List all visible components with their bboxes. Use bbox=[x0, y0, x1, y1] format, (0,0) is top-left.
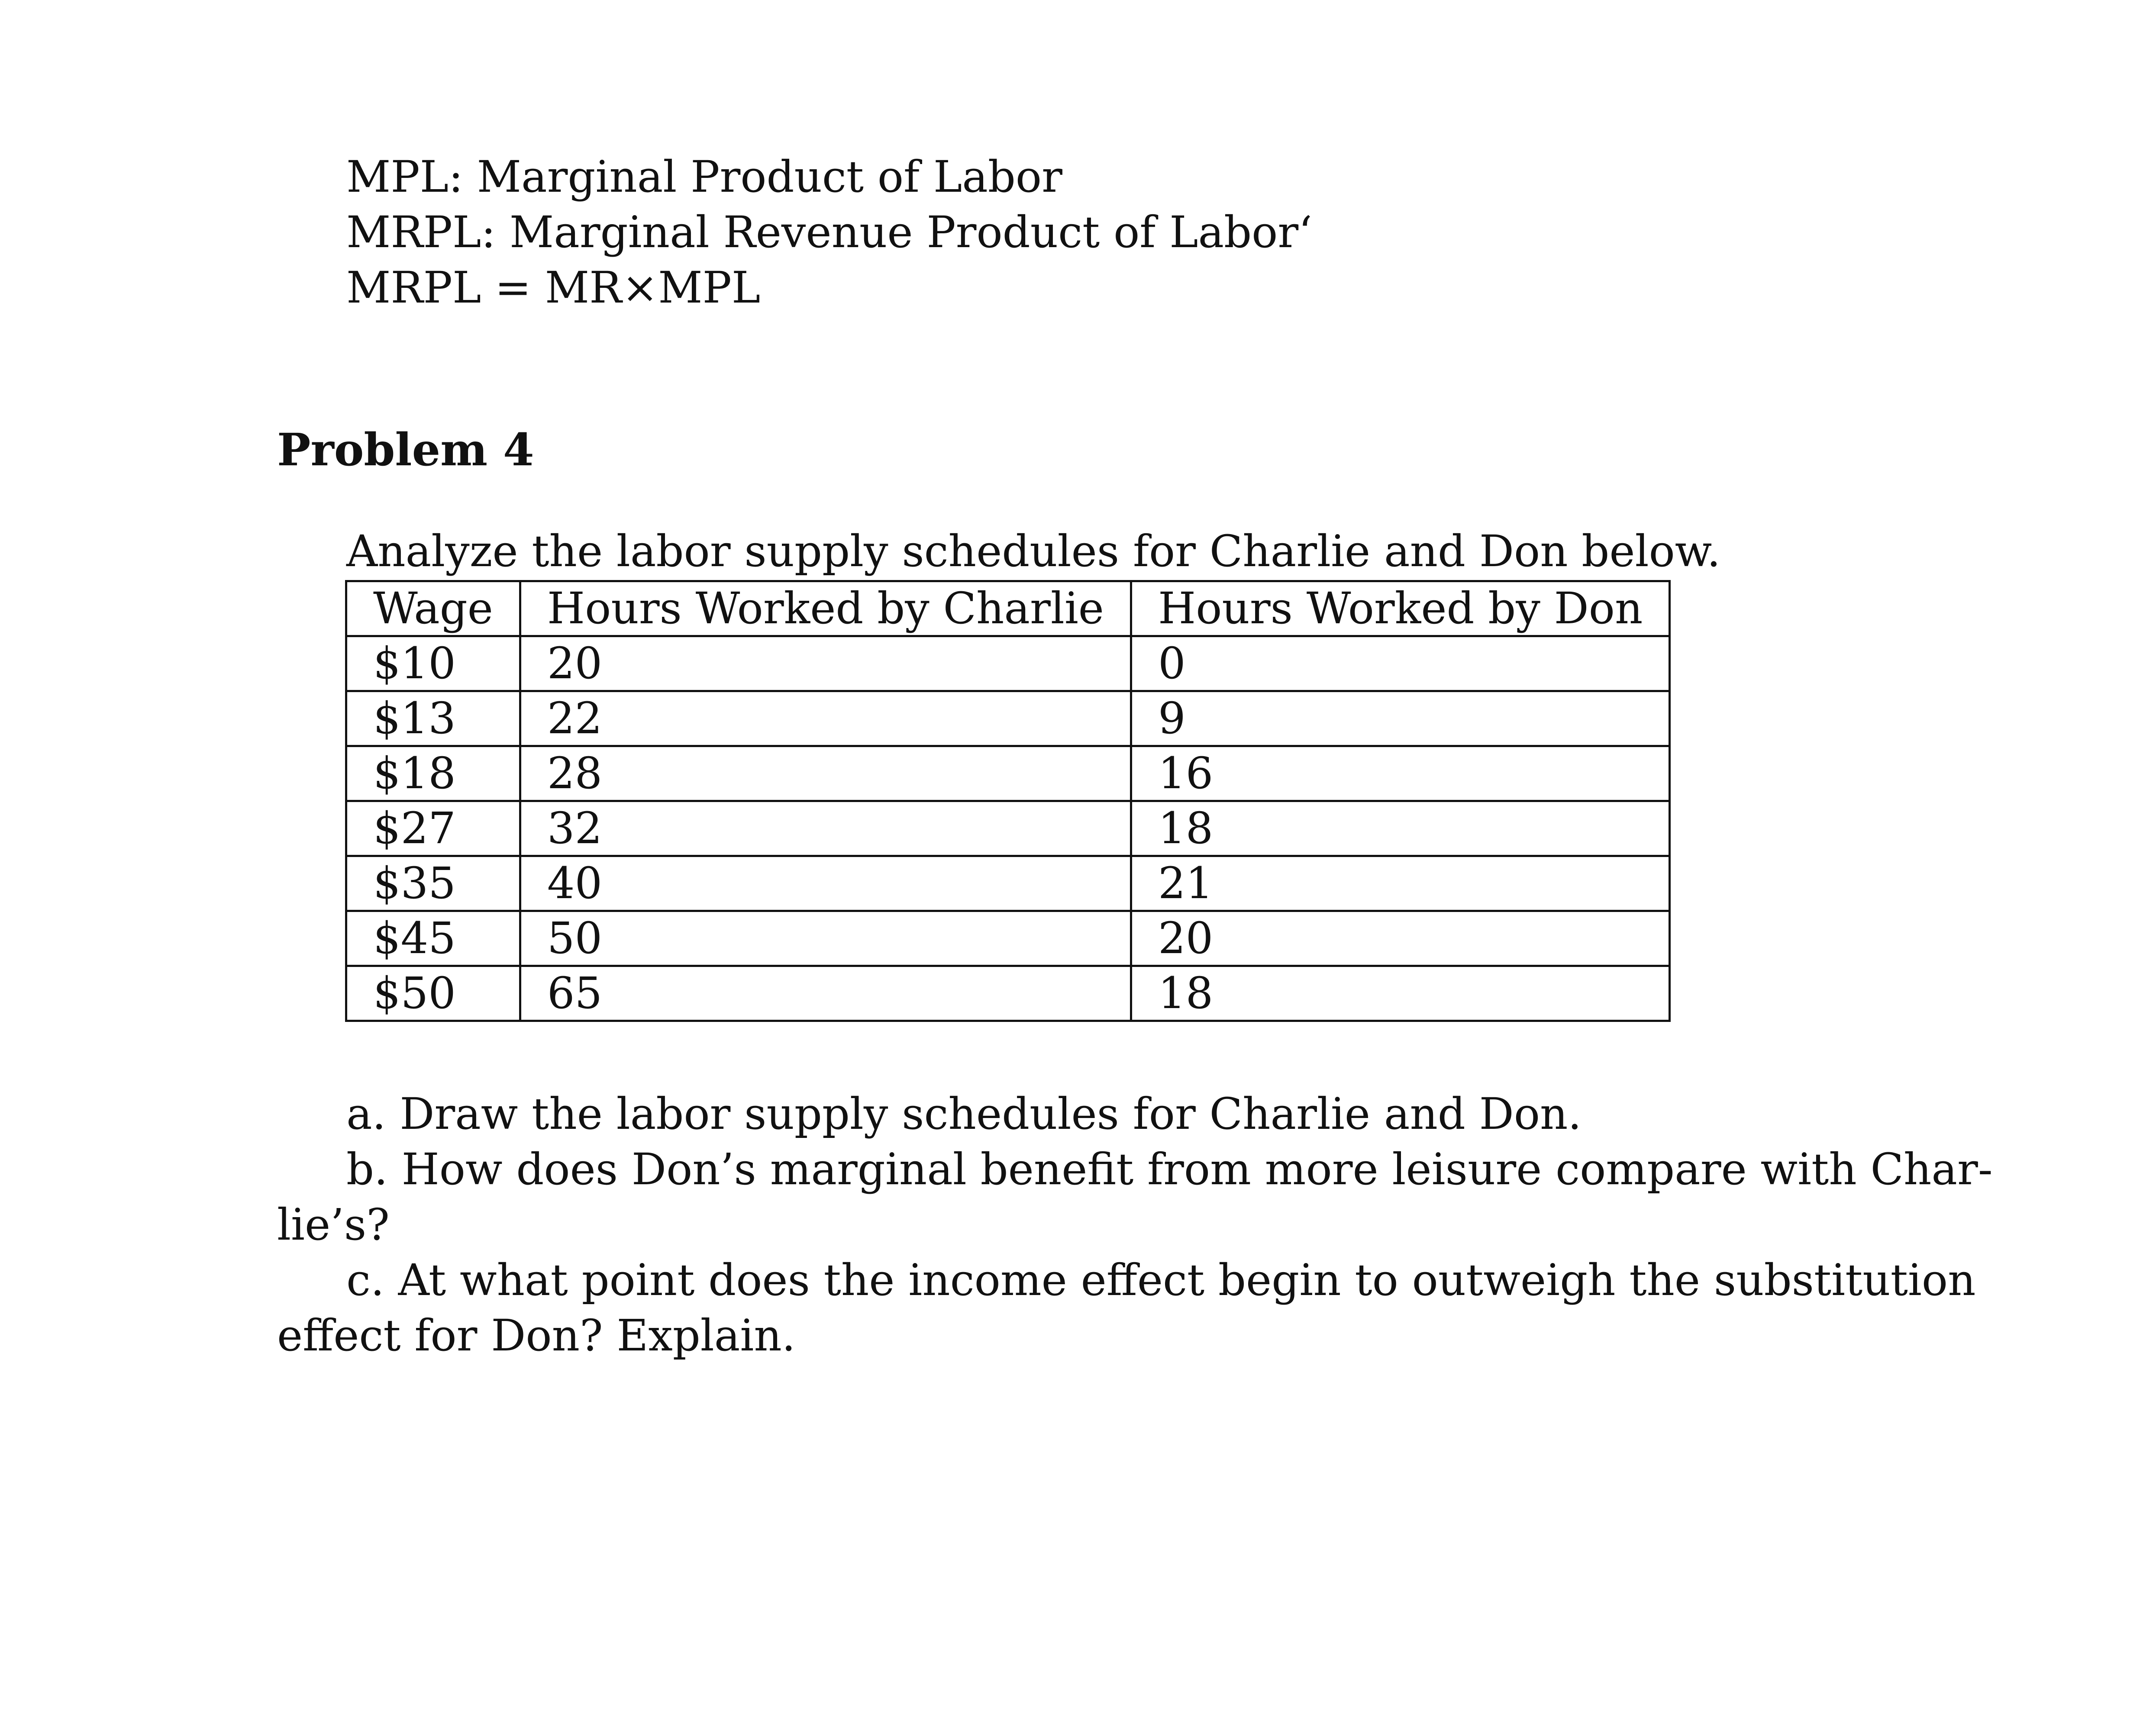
wage-cell: $13 bbox=[346, 691, 520, 746]
charlie-hours-cell: 28 bbox=[520, 746, 1131, 801]
header-wage: Wage bbox=[346, 581, 520, 636]
header-don-hours: Hours Worked by Don bbox=[1131, 581, 1670, 636]
question-c-line2: effect for Don? Explain. bbox=[277, 1310, 796, 1361]
table-row bbox=[346, 801, 1670, 856]
table-row bbox=[346, 636, 1670, 691]
definition-mpl: MPL: Marginal Product of Labor bbox=[346, 151, 1062, 202]
wage-cell: $18 bbox=[346, 746, 520, 801]
don-hours-cell: 20 bbox=[1131, 911, 1670, 966]
don-hours-cell: 18 bbox=[1131, 966, 1670, 1021]
definition-mrpl: MRPL: Marginal Revenue Product of Labor‘ bbox=[346, 207, 1312, 258]
question-b-line1: b. How does Don’s marginal benefit from more leisure compare with Char- bbox=[346, 1144, 1993, 1195]
table-row bbox=[346, 911, 1670, 966]
problem-intro: Analyze the labor supply schedules for Charlie and Don below. bbox=[346, 526, 1721, 577]
charlie-hours-cell: 50 bbox=[520, 911, 1131, 966]
definition-mrpl-formula: MRPL = MR×MPL bbox=[346, 262, 761, 313]
don-hours-cell: 0 bbox=[1131, 636, 1670, 691]
don-hours-cell: 16 bbox=[1131, 746, 1670, 801]
table-header-row bbox=[346, 581, 1670, 636]
wage-cell: $45 bbox=[346, 911, 520, 966]
don-hours-cell: 21 bbox=[1131, 856, 1670, 911]
wage-cell: $50 bbox=[346, 966, 520, 1021]
wage-cell: $35 bbox=[346, 856, 520, 911]
charlie-hours-cell: 40 bbox=[520, 856, 1131, 911]
table-row bbox=[346, 966, 1670, 1021]
charlie-hours-cell: 22 bbox=[520, 691, 1131, 746]
question-c-line1: c. At what point does the income effect begin to outweigh the substitution bbox=[346, 1255, 1976, 1305]
wage-cell: $10 bbox=[346, 636, 520, 691]
header-charlie-hours: Hours Worked by Charlie bbox=[520, 581, 1131, 636]
charlie-hours-cell: 65 bbox=[520, 966, 1131, 1021]
table-row bbox=[346, 746, 1670, 801]
questions-block bbox=[277, 1086, 1993, 1363]
definitions-block bbox=[346, 149, 1312, 316]
charlie-hours-cell: 32 bbox=[520, 801, 1131, 856]
labor-supply-table-container bbox=[345, 580, 1671, 1022]
don-hours-cell: 18 bbox=[1131, 801, 1670, 856]
labor-supply-table bbox=[345, 580, 1671, 1022]
table-row bbox=[346, 856, 1670, 911]
don-hours-cell: 9 bbox=[1131, 691, 1670, 746]
wage-cell: $27 bbox=[346, 801, 520, 856]
table-row bbox=[346, 691, 1670, 746]
question-a: a. Draw the labor supply schedules for Charlie and Don. bbox=[346, 1089, 1582, 1139]
charlie-hours-cell: 20 bbox=[520, 636, 1131, 691]
question-b-line2: lie’s? bbox=[277, 1199, 390, 1250]
problem-heading: Problem 4 bbox=[277, 424, 534, 476]
